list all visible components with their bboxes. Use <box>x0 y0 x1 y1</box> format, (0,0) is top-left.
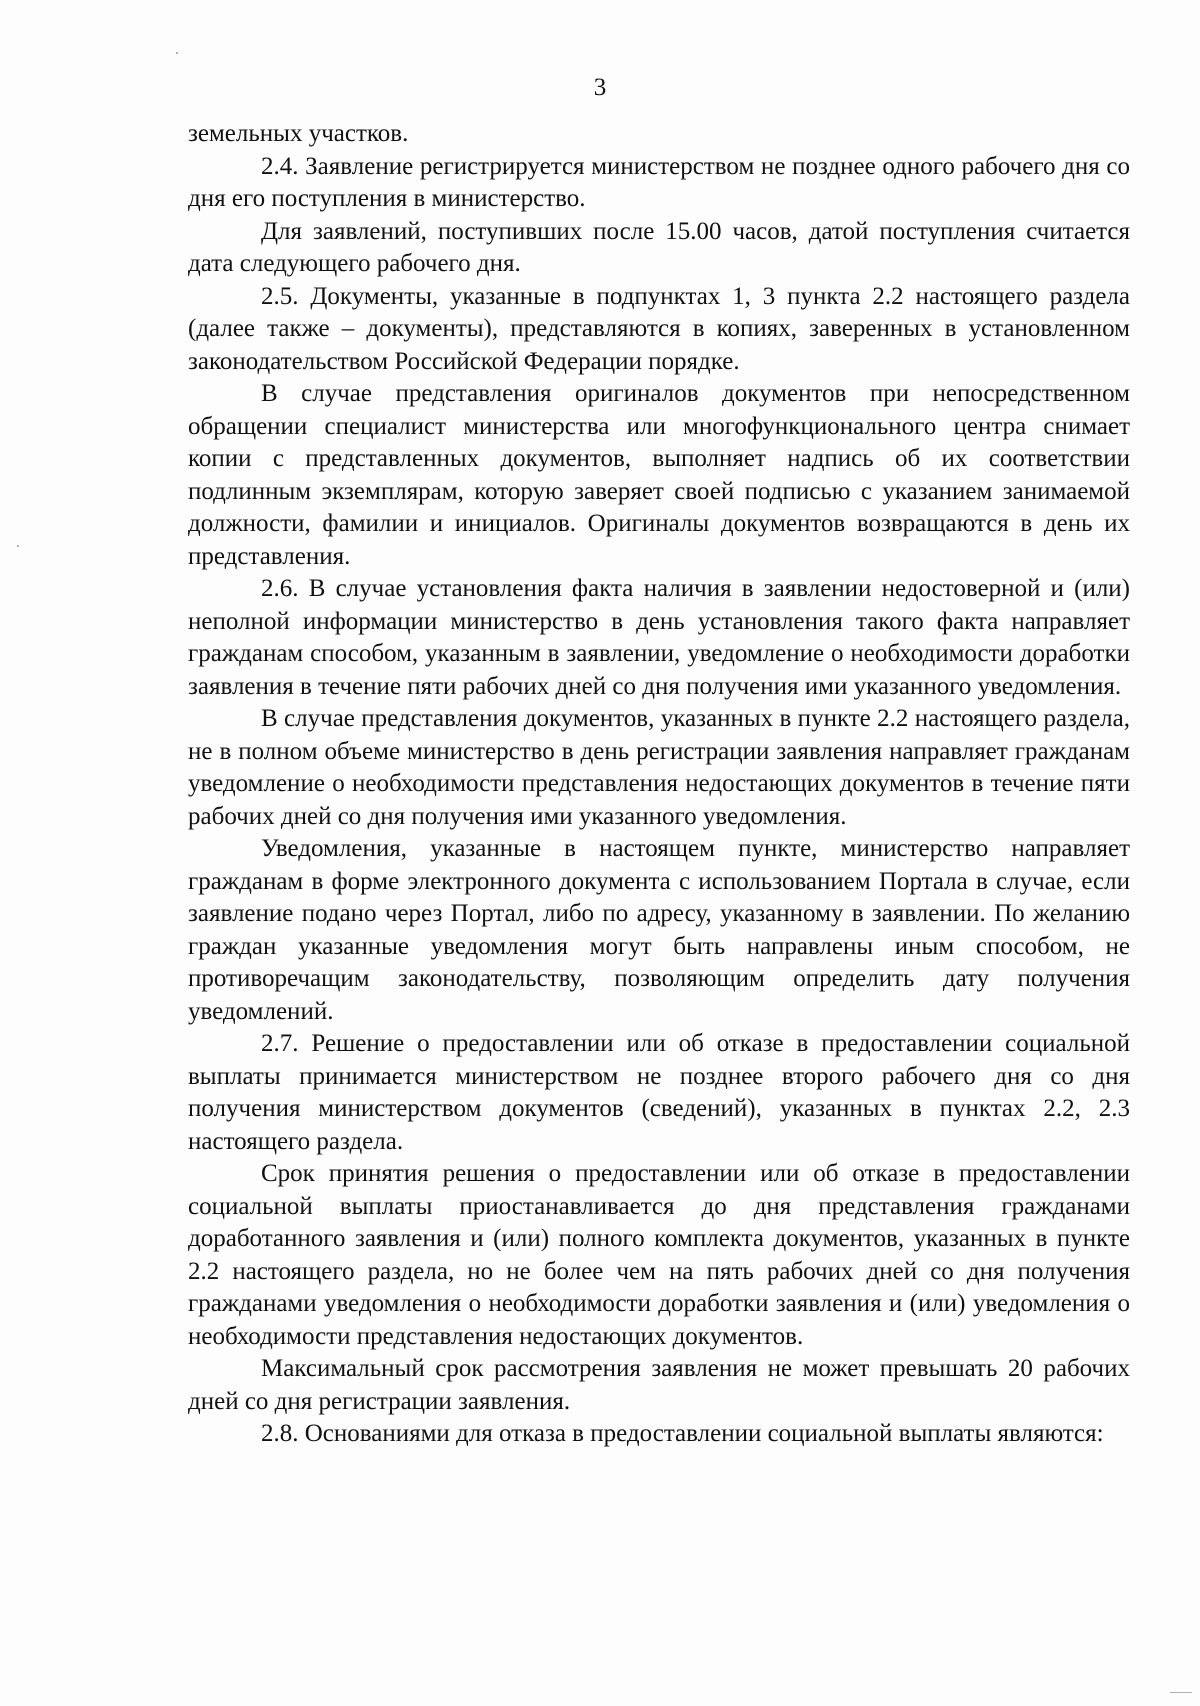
scan-speck <box>176 52 178 54</box>
paragraph-2-6: 2.6. В случае установления факта наличия в заявлении недостоверной и (или) неполной информации министерство в день установления такого факта направляет гражданам способом, указанным в заявлении, уведомление о необходимости доработки заявления в течение пяти рабочих дней со дня получения ими указанного уведомления. <box>188 575 1130 700</box>
paragraph-2-6-notifications: Уведомления, указанные в настоящем пункте, министерство направляет гражданам в форме электронного документа с использованием Портала в случае, если заявление подано через Портал, либо по адресу, указанному в заявлении. По желанию граждан указанные уведомления могут быть направлены иным способом, не противоречащим законодательству, позволяющим определить дату получения уведомлений. <box>188 835 1130 1025</box>
paragraph-2-7-suspension: Срок принятия решения о предоставлении или об отказе в предоставлении социальной выплаты приостанавливается до дня представления гражданами доработанного заявления и (или) полного комплекта документов, указанных в пункте 2.2 настоящего раздела, но не более чем на пять рабочих дней со дня получения гражданами уведомления о необходимости доработки заявления и (или) уведомления о необходимости представления недостающих документов. <box>188 1160 1130 1350</box>
paragraph-2-7-max-term: Максимальный срок рассмотрения заявления не может превышать 20 рабочих дней со дня регистрации заявления. <box>188 1355 1130 1415</box>
paragraph-continuation: земельных участков. <box>188 120 409 147</box>
scan-speck <box>1170 1692 1192 1693</box>
scan-speck <box>17 545 19 547</box>
paragraph-2-6-incomplete: В случае представления документов, указанных в пункте 2.2 настоящего раздела, не в полном объеме министерство в день регистрации заявления направляет гражданам уведомление о необходимости представления недостающих документов в течение пяти рабочих дней со дня получения ими указанного уведомления. <box>188 705 1130 830</box>
paragraph-2-7: 2.7. Решение о предоставлении или об отказе в предоставлении социальной выплаты принимается министерством не позднее второго рабочего дня со дня получения министерством документов (сведений), указанных в пунктах 2.2, 2.3 настоящего раздела. <box>188 1030 1130 1155</box>
paragraph-2-8: 2.8. Основаниями для отказа в предоставлении социальной выплаты являются: <box>261 1420 1104 1447</box>
body-text <box>188 118 1130 1451</box>
paragraph-2-4-deadline: Для заявлений, поступивших после 15.00 часов, датой поступления считается дата следующего рабочего дня. <box>188 217 1130 277</box>
paragraph-2-5: 2.5. Документы, указанные в подпунктах 1, 3 пункта 2.2 настоящего раздела (далее также – документы), представляются в копиях, заверенных в установленном законодательством Российской Федерации порядке. <box>188 282 1130 375</box>
paragraph-2-5-originals: В случае представления оригиналов документов при непосредственном обращении специалист министерства или многофункционального центра снимает копии с представленных документов, выполняет надпись об их соответствии подлинным экземплярам, которую заверяет своей подписью с указанием занимаемой должности, фамилии и инициалов. Оригиналы документов возвращаются в день их представления. <box>188 380 1130 570</box>
paragraph-2-4: 2.4. Заявление регистрируется министерством не позднее одного рабочего дня со дня его поступления в министерство. <box>188 152 1130 212</box>
page-number: 3 <box>593 74 607 101</box>
